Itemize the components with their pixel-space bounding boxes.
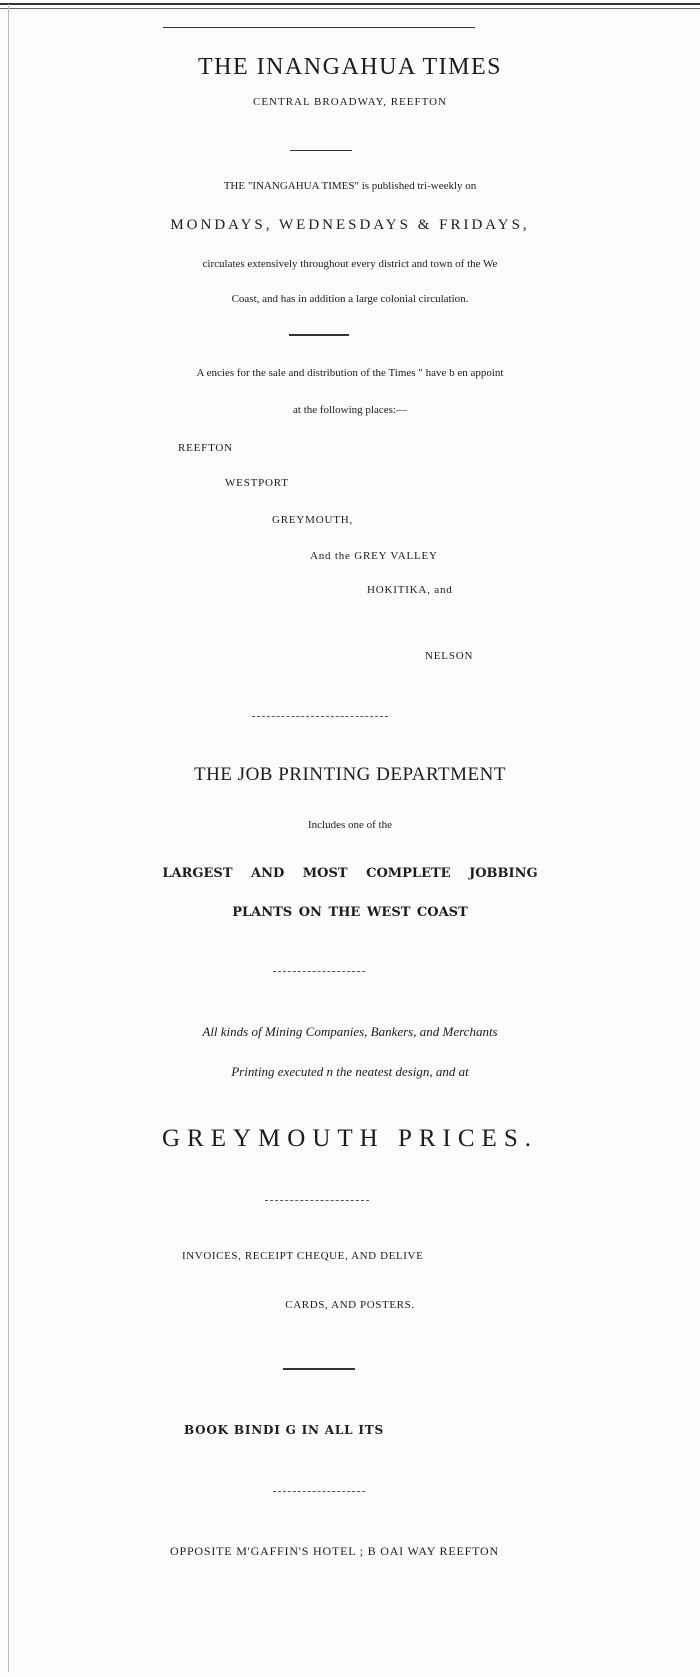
wavy-divider-3: [265, 1200, 369, 1201]
publication-days: MONDAYS, WEDNESDAYS & FRIDAYS,: [170, 217, 530, 233]
agency-place-hokitika: HOKITIKA, and: [367, 584, 453, 596]
agency-place-westport: WESTPORT: [225, 477, 289, 489]
book-binding-line: BOOK BINDI G IN ALL ITS: [184, 1423, 384, 1437]
newspaper-title: THE INANGAHUA TIMES: [197, 54, 503, 80]
job-printing-includes: Includes one of the: [308, 819, 392, 831]
wavy-divider-4: [273, 1491, 365, 1492]
agency-place-grey-valley: And the GREY VALLEY: [310, 550, 438, 562]
invoices-line: INVOICES, RECEIPT CHEQUE, AND DELIVE: [182, 1250, 424, 1262]
ornament-rule-2: [283, 1368, 355, 1370]
job-printing-heading: THE JOB PRINTING DEPARTMENT: [194, 764, 506, 785]
publication-schedule-line: THE "INANGAHUA TIMES" is published tri-weekly on: [223, 180, 477, 192]
masthead-top-rule: [163, 27, 475, 28]
mining-companies-line: All kinds of Mining Companies, Bankers, and Merchants: [202, 1024, 498, 1039]
page-frame: [8, 4, 693, 1672]
agencies-places-intro: at the following places:—: [293, 404, 407, 416]
agency-place-greymouth: GREYMOUTH,: [272, 514, 354, 526]
wavy-divider-2: [273, 971, 365, 972]
greymouth-prices: GREYMOUTH PRICES.: [162, 1125, 538, 1152]
footer-address-line: OPPOSITE M'GAFFIN'S HOTEL ; B OAI WAY REEFTON: [170, 1544, 499, 1558]
largest-jobbing-line: LARGEST AND MOST COMPLETE JOBBING: [162, 866, 538, 881]
ornament-rule-1: [290, 150, 352, 151]
printing-executed-line: Printing executed n the neatest design, and at: [231, 1064, 469, 1079]
circulation-line: circulates extensively throughout every district and town of the We: [202, 258, 498, 270]
colonial-circulation-line: Coast, and has in addition a large colonial circulation.: [231, 293, 469, 305]
agency-place-nelson: NELSON: [425, 650, 474, 662]
newspaper-address: CENTRAL BROADWAY, REEFTON: [253, 96, 447, 108]
wavy-divider-1: [252, 716, 388, 717]
cards-posters-line: CARDS, AND POSTERS.: [285, 1299, 415, 1311]
agency-place-reefton: REEFTON: [178, 442, 233, 454]
west-coast-plants-line: PLANTS ON THE WEST COAST: [232, 905, 468, 920]
divider-rule-1: [289, 334, 349, 336]
agencies-intro-line: A encies for the sale and distribution of the Times " have b en appoint: [196, 367, 504, 379]
